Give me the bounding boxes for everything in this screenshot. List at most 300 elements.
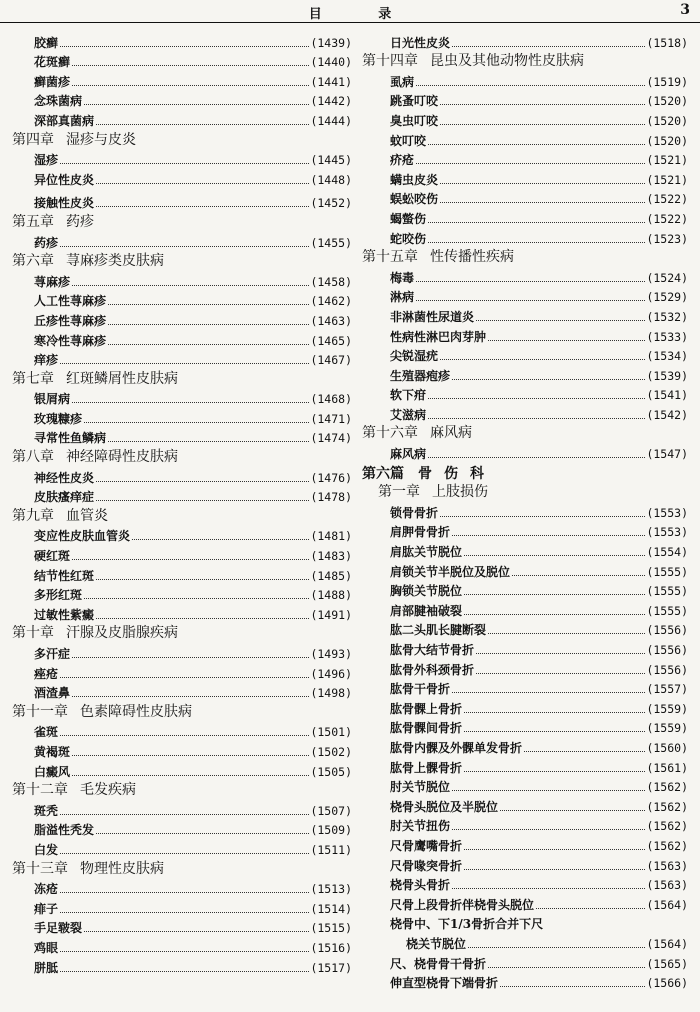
toc-entry: [362, 110, 688, 130]
dot-leader: [96, 200, 309, 207]
toc-entry: [362, 816, 688, 836]
chapter-title: 上肢损伤: [432, 484, 488, 501]
dot-leader: [512, 569, 645, 576]
entry-title: 虱病: [390, 74, 415, 89]
chapter-number: 第十五章: [362, 249, 418, 266]
toc-entry: [12, 169, 352, 189]
entry-title: 锁骨骨折: [390, 505, 439, 520]
entry-page: (1553): [646, 525, 688, 540]
dot-leader: [96, 494, 309, 501]
dot-leader: [72, 279, 309, 286]
entry-title: 生殖器疱疹: [390, 368, 451, 383]
dot-leader: [60, 40, 309, 47]
toc-entry: [362, 581, 688, 601]
dot-leader: [488, 334, 645, 341]
entry-page: (1481): [310, 529, 352, 544]
dot-leader: [464, 725, 645, 732]
entry-title: 硬红斑: [34, 549, 71, 564]
entry-page: (1519): [646, 74, 688, 89]
dot-leader: [488, 961, 645, 968]
entry-page: (1485): [310, 568, 352, 583]
dot-leader: [428, 412, 645, 419]
toc-chapter-heading: [12, 859, 352, 879]
entry-page: (1556): [646, 623, 688, 638]
entry-title: 肱骨髁间骨折: [390, 721, 463, 736]
entry-title: 蚊叮咬: [390, 133, 427, 148]
toc-entry: [362, 385, 688, 405]
dot-leader: [72, 690, 309, 697]
entry-page: (1513): [310, 882, 352, 897]
toc-entry-text: [362, 914, 688, 934]
toc-entry: [362, 953, 688, 973]
toc-entry: [362, 189, 688, 209]
entry-page: (1476): [310, 470, 352, 485]
dot-leader: [476, 667, 645, 674]
dot-leader: [452, 373, 645, 380]
entry-page: (1542): [646, 407, 688, 422]
entry-title: 寻常性鱼鳞病: [34, 431, 107, 446]
entry-title: 桡骨头脱位及半脱位: [390, 799, 499, 814]
entry-title: 药疹: [34, 235, 59, 250]
dot-leader: [84, 98, 309, 105]
dot-leader: [452, 784, 645, 791]
dot-leader: [440, 177, 645, 184]
toc-entry: [12, 898, 352, 918]
entry-title: 念珠菌病: [34, 94, 83, 109]
toc-entry: [12, 585, 352, 605]
entry-title: 异位性皮炎: [34, 172, 95, 187]
entry-title: 银屑病: [34, 392, 71, 407]
toc-entry: [12, 643, 352, 663]
toc-entry: [362, 306, 688, 326]
entry-title: 肱骨上髁骨折: [390, 760, 463, 775]
entry-title: 肱骨大结节骨折: [390, 643, 475, 657]
entry-page: (1474): [310, 431, 352, 446]
entry-title: 荨麻疹: [34, 274, 71, 289]
toc-entry: [12, 839, 352, 859]
entry-page: (1491): [310, 607, 352, 622]
entry-title: 神经性皮炎: [34, 470, 95, 485]
entry-title: 白发: [34, 842, 59, 857]
entry-page: (1493): [310, 647, 352, 661]
entry-page: (1532): [646, 309, 688, 324]
dot-leader: [72, 396, 309, 403]
entry-page: (1445): [310, 153, 352, 168]
entry-title: 臭虫叮咬: [390, 113, 439, 128]
entry-page: (1562): [646, 780, 688, 795]
dot-leader: [84, 592, 309, 599]
entry-page: (1539): [646, 368, 688, 383]
chapter-number: 第十二章: [12, 782, 68, 799]
entry-title: 癣菌疹: [34, 74, 71, 89]
entry-page: (1563): [646, 858, 688, 873]
entry-title: 皮肤瘙痒症: [34, 490, 95, 505]
toc-chapter-heading: [12, 781, 352, 801]
entry-page: (1463): [310, 313, 352, 328]
toc-entry: [362, 855, 688, 875]
entry-title: 肩肱关节脱位: [390, 545, 463, 560]
dot-leader: [500, 980, 645, 987]
toc-entry: [12, 310, 352, 330]
toc-entry: [362, 71, 688, 91]
entry-page: (1562): [646, 838, 688, 853]
dot-leader: [476, 647, 645, 654]
entry-page: (1518): [646, 35, 688, 50]
dot-leader: [524, 745, 645, 752]
toc-entry: [12, 741, 352, 761]
dot-leader: [428, 392, 645, 399]
part-number: 第六篇: [362, 465, 404, 482]
entry-title: 软下疳: [390, 388, 427, 403]
toc-entry: [12, 604, 352, 624]
toc-entry: [362, 169, 688, 189]
chapter-number: 第十章: [12, 625, 54, 642]
toc-entry: [362, 130, 688, 150]
dot-leader: [108, 318, 309, 325]
chapter-title: 红斑鳞屑性皮肤病: [66, 370, 178, 387]
toc-entry: [362, 796, 688, 816]
toc-entry: [12, 428, 352, 448]
entry-page: (1509): [310, 823, 352, 838]
dot-leader: [72, 79, 309, 86]
entry-page: (1559): [646, 721, 688, 736]
toc-entry: [12, 957, 352, 977]
dot-leader: [96, 177, 309, 184]
entry-title: 寒冷性荨麻疹: [34, 333, 107, 348]
entry-title: 手足皲裂: [34, 921, 83, 936]
toc-entry: [12, 291, 352, 311]
entry-title: 尺骨鹰嘴骨折: [390, 838, 463, 853]
entry-page: (1478): [310, 490, 352, 505]
toc-entry: [12, 150, 352, 170]
toc-entry: [362, 875, 688, 895]
toc-chapter-heading: [12, 252, 352, 272]
entry-title: 桡关节脱位: [406, 936, 467, 951]
toc-chapter-heading: [12, 130, 352, 150]
entry-page: (1471): [310, 411, 352, 426]
entry-title: 胶癣: [34, 35, 59, 50]
toc-entry: [12, 193, 352, 213]
toc-entry: [362, 287, 688, 307]
entry-title: 肘关节脱位: [390, 780, 451, 795]
dot-leader: [96, 827, 309, 834]
dot-leader: [72, 651, 309, 658]
chapter-title: 昆虫及其他动物性皮肤病: [430, 53, 584, 70]
chapter-title: 麻风病: [430, 425, 472, 442]
entry-title: 肩锁关节半脱位及脱位: [390, 564, 511, 579]
dot-leader: [72, 553, 309, 560]
dot-leader: [428, 216, 645, 223]
dot-leader: [60, 357, 309, 364]
toc-entry: [12, 91, 352, 111]
entry-page: (1529): [646, 290, 688, 305]
toc-entry: [362, 679, 688, 699]
entry-page: (1440): [310, 55, 352, 70]
dot-leader: [60, 671, 309, 678]
entry-title: 日光性皮炎: [390, 35, 451, 50]
entry-page: (1520): [646, 94, 688, 109]
toc-entry: [362, 502, 688, 522]
dot-leader: [60, 729, 309, 736]
toc-chapter-heading: [12, 506, 352, 526]
chapter-number: 第四章: [12, 131, 54, 148]
chapter-title: 血管炎: [66, 507, 108, 524]
entry-title: 胸锁关节脱位: [390, 584, 463, 599]
entry-page: (1556): [646, 662, 688, 677]
toc-entry: [362, 757, 688, 777]
dot-leader: [428, 138, 645, 145]
dot-leader: [452, 823, 645, 830]
entry-page: (1547): [646, 447, 688, 462]
chapter-number: 第八章: [12, 449, 54, 466]
chapter-number: 第七章: [12, 370, 54, 387]
toc-entry: [12, 545, 352, 565]
dot-leader: [440, 510, 645, 517]
entry-title: 湿疹: [34, 153, 59, 168]
toc-entry: [362, 737, 688, 757]
toc-entry: [362, 777, 688, 797]
entry-title: 白癜风: [34, 764, 71, 779]
dot-leader: [536, 902, 645, 909]
entry-page: (1564): [646, 897, 688, 912]
dot-leader: [60, 965, 309, 972]
entry-title: 跳蚤叮咬: [390, 94, 439, 109]
entry-page: (1498): [310, 686, 352, 701]
toc-chapter-heading: [12, 212, 352, 232]
dot-leader: [96, 118, 309, 125]
toc-entry: [362, 561, 688, 581]
toc-entry: [12, 408, 352, 428]
toc-entry: [12, 800, 352, 820]
entry-page: (1505): [310, 764, 352, 779]
entry-title: 痤疮: [34, 666, 59, 681]
dot-leader: [488, 627, 645, 634]
toc-entry: [362, 208, 688, 228]
entry-page: (1522): [646, 192, 688, 207]
chapter-title: 性传播性疾病: [430, 249, 514, 266]
toc-chapter-heading: [12, 369, 352, 389]
entry-page: (1566): [646, 976, 688, 991]
entry-page: (1515): [310, 921, 352, 936]
entry-title: 桡骨中、下1/3骨折合并下尺: [390, 917, 544, 932]
dot-leader: [500, 804, 645, 811]
entry-page: (1439): [310, 35, 352, 50]
entry-page: (1565): [646, 956, 688, 971]
dot-leader: [428, 451, 645, 458]
toc-entry: [362, 973, 688, 993]
toc-entry: [12, 52, 352, 72]
chapter-number: 第六章: [12, 253, 54, 270]
entry-title: 艾滋病: [390, 407, 427, 422]
entry-title: 冻疮: [34, 882, 59, 897]
entry-title: 肱骨干骨折: [390, 682, 451, 697]
dot-leader: [464, 765, 645, 772]
entry-title: 尺骨上段骨折伴桡骨头脱位: [390, 897, 535, 912]
entry-page: (1448): [310, 172, 352, 187]
chapter-number: 第十一章: [12, 703, 68, 720]
toc-entry: [362, 639, 688, 659]
entry-title: 尺、桡骨骨干骨折: [390, 956, 487, 971]
entry-page: (1483): [310, 549, 352, 564]
entry-page: (1533): [646, 329, 688, 344]
dot-leader: [428, 236, 645, 243]
dot-leader: [96, 475, 309, 482]
entry-page: (1501): [310, 725, 352, 740]
toc-entry: [362, 91, 688, 111]
dot-leader: [452, 40, 645, 47]
entry-page: (1557): [646, 682, 688, 697]
entry-title: 蛇咬伤: [390, 231, 427, 246]
chapter-number: 第十三章: [12, 860, 68, 877]
entry-page: (1502): [310, 744, 352, 759]
chapter-title: 神经障碍性皮肤病: [66, 449, 178, 466]
entry-page: (1560): [646, 740, 688, 755]
dot-leader: [96, 612, 309, 619]
toc-entry: [362, 267, 688, 287]
toc-chapter-heading: [12, 702, 352, 722]
toc-spacer: [12, 189, 352, 193]
entry-title: 肱骨外科颈骨折: [390, 662, 475, 677]
entry-title: 酒渣鼻: [34, 686, 71, 701]
chapter-title: 汗腺及皮脂腺疾病: [66, 625, 178, 642]
dot-leader: [476, 314, 645, 321]
toc-entry: [362, 835, 688, 855]
entry-title: 蜈蚣咬伤: [390, 192, 439, 207]
part-title: 骨伤科: [418, 465, 496, 482]
toc-part-heading: [362, 463, 688, 483]
entry-page: (1496): [310, 666, 352, 681]
entry-title: 性病性淋巴肉芽肿: [390, 329, 487, 344]
toc-entry: [362, 933, 688, 953]
entry-page: (1444): [310, 113, 352, 128]
entry-title: 桡骨头骨折: [390, 878, 451, 893]
toc-entry: [362, 522, 688, 542]
entry-title: 肘关节扭伤: [390, 819, 451, 834]
dot-leader: [72, 769, 309, 776]
dot-leader: [108, 435, 309, 442]
entry-title: 蝎螫伤: [390, 211, 427, 226]
header-title: 目 录: [308, 7, 418, 22]
toc-entry: [12, 110, 352, 130]
dot-leader: [452, 686, 645, 693]
page-number: 3: [680, 2, 690, 18]
entry-title: 结节性红斑: [34, 568, 95, 583]
entry-title: 胼胝: [34, 960, 59, 975]
chapter-title: 物理性皮肤病: [80, 860, 164, 877]
entry-title: 肱二头肌长腱断裂: [390, 623, 487, 638]
dot-leader: [416, 79, 645, 86]
toc-entry: [362, 894, 688, 914]
chapter-title: 湿疹与皮炎: [66, 131, 136, 148]
toc-entry: [362, 365, 688, 385]
entry-page: (1511): [310, 842, 352, 857]
entry-title: 淋病: [390, 290, 415, 305]
toc-entry: [12, 271, 352, 291]
entry-page: (1488): [310, 588, 352, 603]
entry-title: 斑秃: [34, 803, 59, 818]
toc-chapter-heading: [12, 624, 352, 644]
dot-leader: [60, 886, 309, 893]
entry-page: (1514): [310, 901, 352, 916]
toc-entry: [12, 526, 352, 546]
entry-title: 人工性荨麻疹: [34, 294, 107, 309]
entry-page: (1541): [646, 388, 688, 403]
dot-leader: [60, 945, 309, 952]
entry-title: 过敏性紫癜: [34, 607, 95, 622]
entry-page: (1562): [646, 819, 688, 834]
entry-title: 黄褐斑: [34, 744, 71, 759]
toc-entry: [362, 150, 688, 170]
entry-page: (1458): [310, 274, 352, 289]
toc-entry: [362, 443, 688, 463]
entry-page: (1524): [646, 270, 688, 285]
toc-entry: [12, 32, 352, 52]
toc-entry: [12, 467, 352, 487]
chapter-number: 第九章: [12, 507, 54, 524]
dot-leader: [132, 533, 309, 540]
entry-page: (1452): [310, 196, 352, 211]
toc-chapter-heading: [362, 52, 688, 72]
entry-page: (1564): [646, 936, 688, 951]
toc-entry: [12, 565, 352, 585]
dot-leader: [416, 294, 645, 301]
toc-entry: [362, 600, 688, 620]
dot-leader: [464, 843, 645, 850]
entry-page: (1559): [646, 701, 688, 716]
entry-title: 尺骨喙突骨折: [390, 858, 463, 873]
entry-title: 伸直型桡骨下端骨折: [390, 976, 499, 991]
dot-leader: [452, 882, 645, 889]
chapter-title: 色素障碍性皮肤病: [80, 703, 192, 720]
entry-title: 肩胛骨骨折: [390, 525, 451, 540]
dot-leader: [84, 416, 309, 423]
entry-title: 疥疮: [390, 153, 415, 168]
entry-page: (1462): [310, 294, 352, 309]
entry-page: (1516): [310, 940, 352, 955]
toc-entry: [362, 718, 688, 738]
dot-leader: [440, 353, 645, 360]
dot-leader: [108, 298, 309, 305]
toc-entry: [362, 326, 688, 346]
entry-page: (1441): [310, 74, 352, 89]
entry-page: (1555): [646, 603, 688, 618]
toc-entry: [12, 663, 352, 683]
entry-title: 肱骨髁上骨折: [390, 701, 463, 716]
entry-page: (1562): [646, 799, 688, 814]
toc-entry: [12, 722, 352, 742]
entry-page: (1520): [646, 133, 688, 148]
dot-leader: [72, 59, 309, 66]
entry-title: 深部真菌病: [34, 113, 95, 128]
entry-page: (1468): [310, 392, 352, 407]
entry-title: 玫瑰糠疹: [34, 411, 83, 426]
toc-entry: [362, 32, 688, 52]
entry-title: 多形红斑: [34, 588, 83, 603]
toc-left-column: [12, 32, 352, 977]
toc-entry: [12, 350, 352, 370]
entry-page: (1563): [646, 878, 688, 893]
entry-title: 麻风病: [390, 447, 427, 462]
dot-leader: [452, 529, 645, 536]
toc-entry: [362, 228, 688, 248]
dot-leader: [72, 749, 309, 756]
entry-page: (1520): [646, 113, 688, 128]
toc-entry: [362, 346, 688, 366]
entry-page: (1553): [646, 505, 688, 520]
toc-chapter-heading: [362, 424, 688, 444]
dot-leader: [60, 240, 309, 247]
entry-title: 丘疹性荨麻疹: [34, 313, 107, 328]
